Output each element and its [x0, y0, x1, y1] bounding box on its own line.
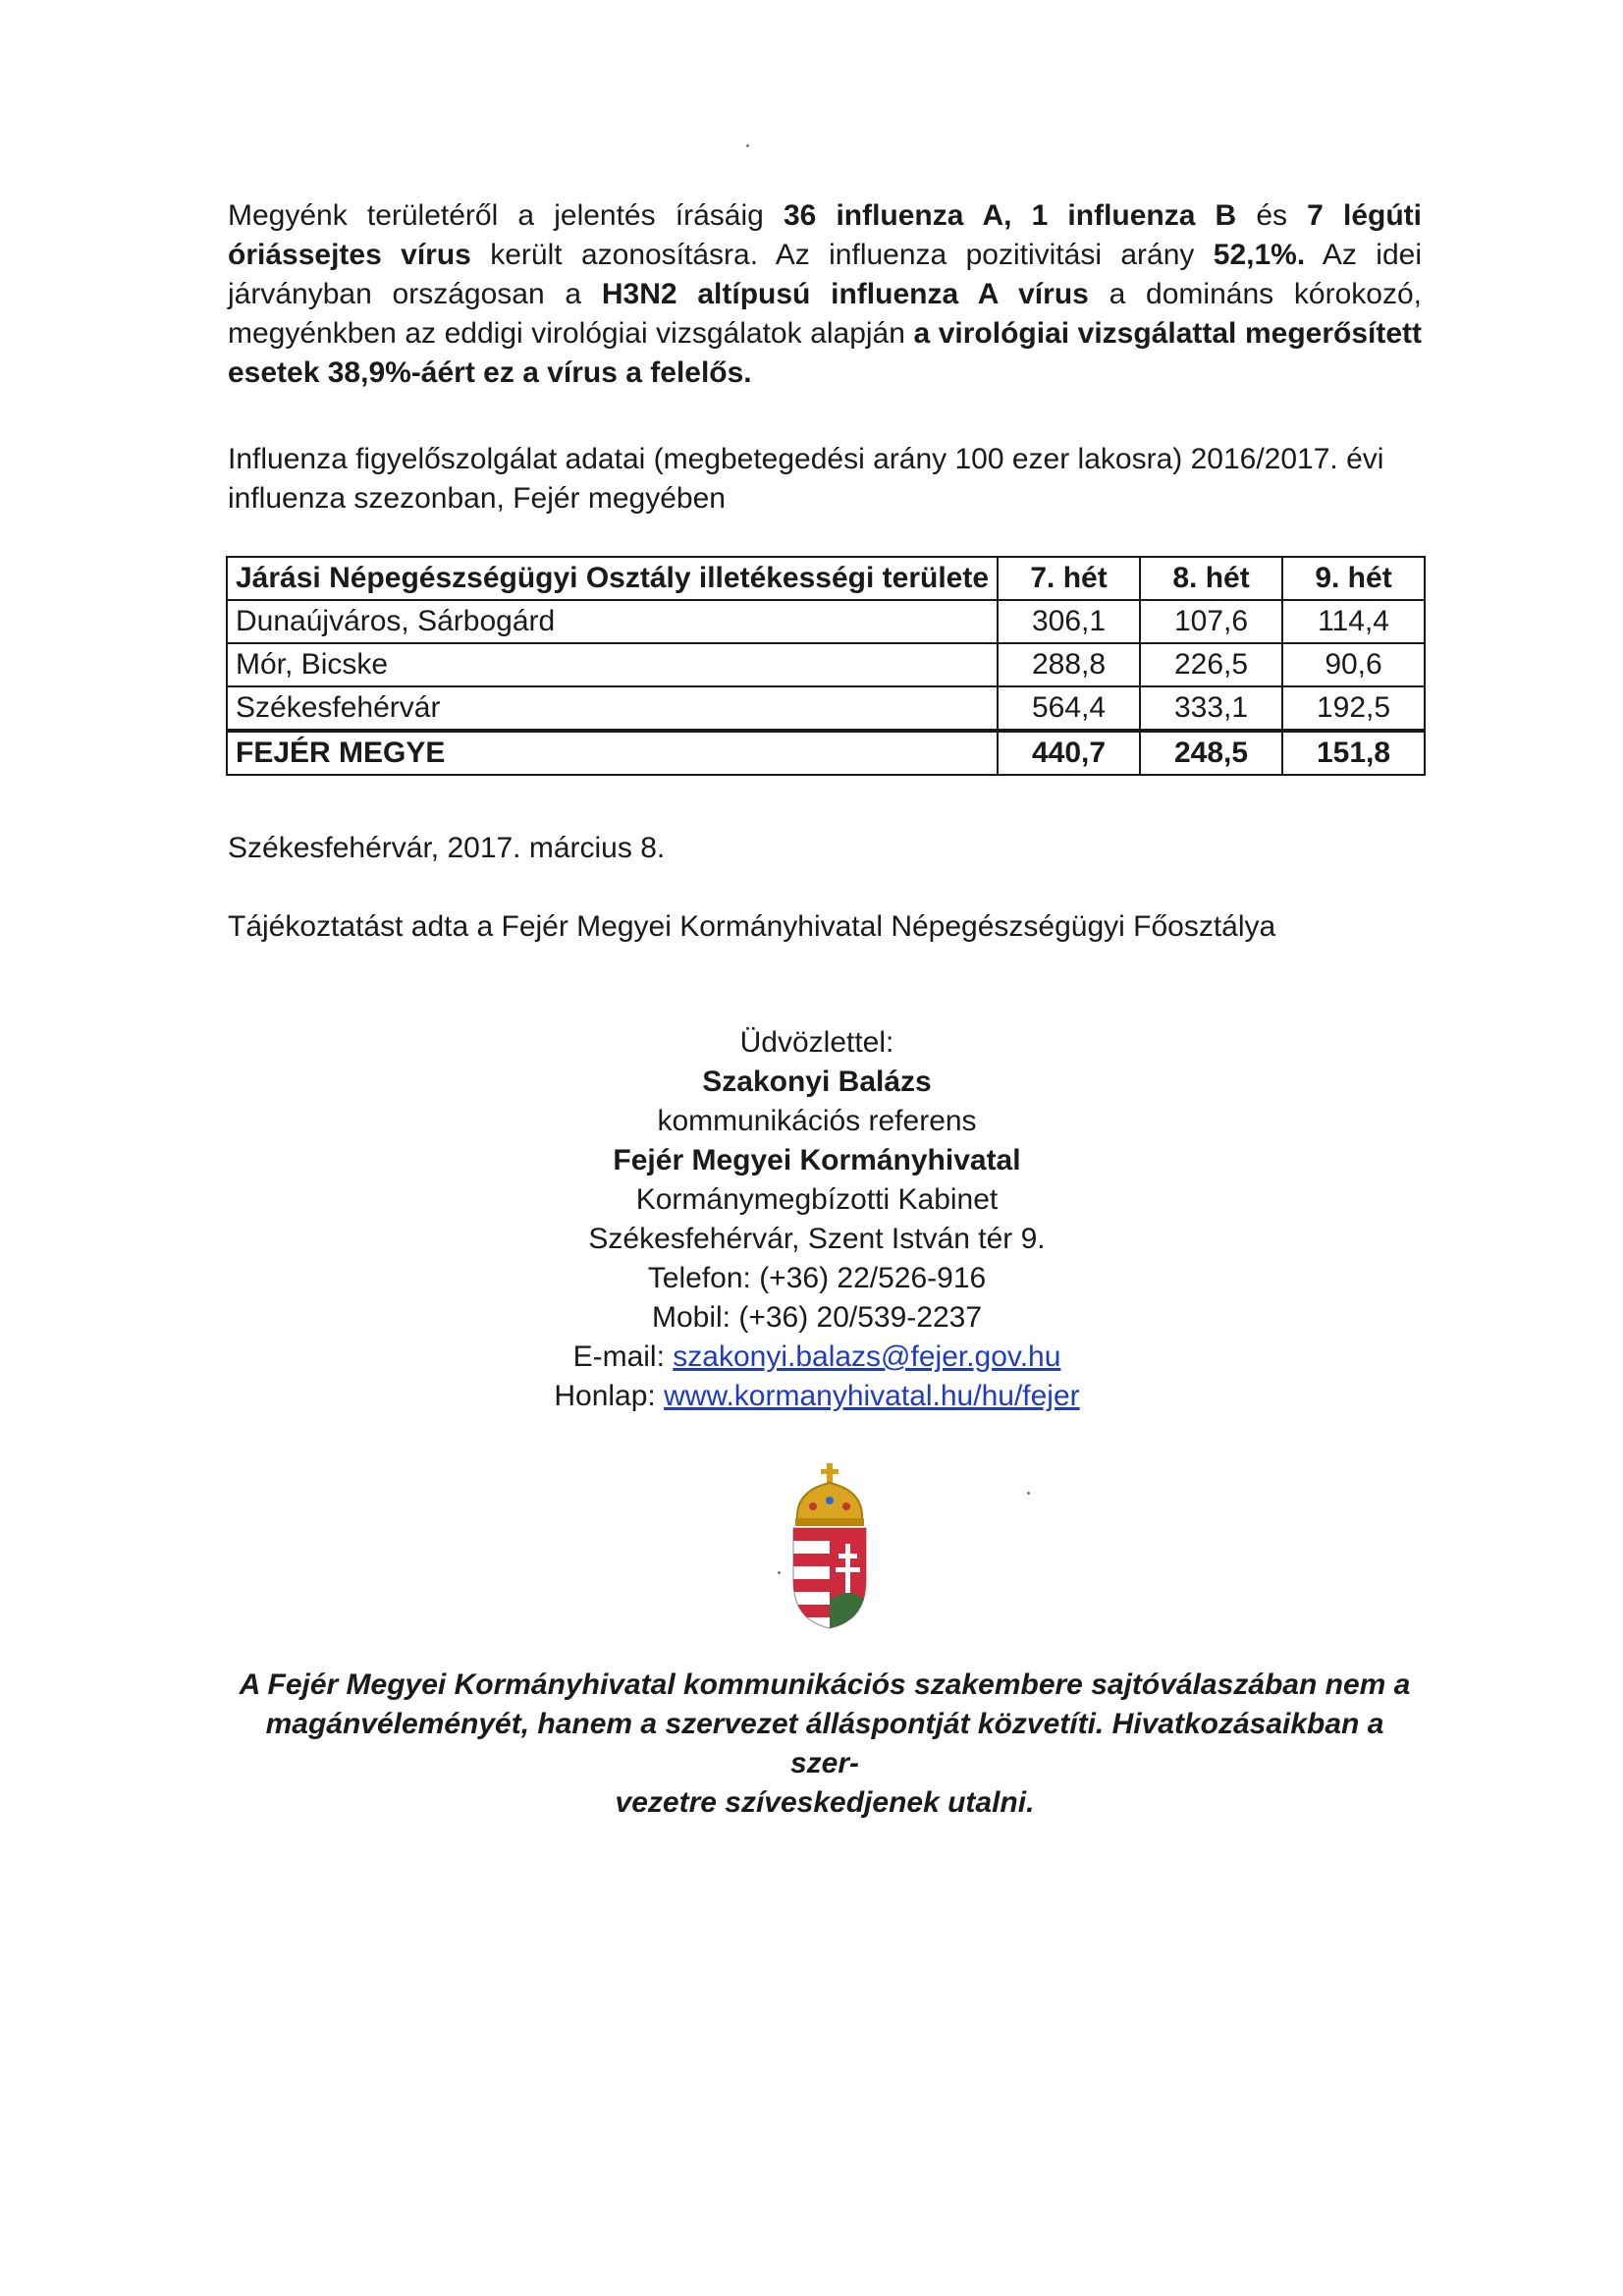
table-cell: Mór, Bicske — [227, 643, 998, 686]
bold-run: 52,1%. — [1213, 239, 1306, 271]
scan-speck — [1027, 1492, 1030, 1495]
intro-paragraph — [228, 196, 1422, 393]
table-cell: 107,6 — [1140, 600, 1282, 643]
info-line: Tájékoztatást adta a Fejér Megyei Kormányhivatal Népegészségügyi Főosztálya — [228, 910, 1276, 943]
table-cell: 151,8 — [1282, 731, 1425, 775]
crown-band — [795, 1518, 864, 1526]
disclaimer — [228, 1666, 1422, 1823]
table-total-row — [227, 731, 1425, 775]
greeting: Üdvözlettel: — [739, 1026, 894, 1059]
text-run: a domináns kórokozó, megyénkben az eddigi virológiai vizsgálatok alapján — [228, 278, 1422, 350]
table-row — [227, 686, 1425, 731]
table-cell: 192,5 — [1282, 686, 1425, 731]
table-row — [227, 643, 1425, 686]
disclaimer-line: vezetre szíveskedjenek utalni. — [615, 1786, 1035, 1819]
caption-line: Influenza figyelőszolgálat adatai (megbetegedési arány 100 ezer lakosra) 2016/2017. évi — [228, 443, 1384, 475]
address: Székesfehérvár, Szent István tér 9. — [588, 1223, 1046, 1255]
table-cell: 306,1 — [998, 600, 1140, 643]
crown-gem — [809, 1503, 817, 1510]
scan-speck — [746, 144, 749, 147]
table-cell: 564,4 — [998, 686, 1140, 731]
bold-run: 36 influenza A, 1 influenza B — [783, 199, 1237, 232]
table-cell: 440,7 — [998, 731, 1140, 775]
web-line — [424, 1377, 1210, 1416]
table-cell: Dunaújváros, Sárbogárd — [227, 600, 998, 643]
hungarian-coat-of-arms-icon — [785, 1463, 874, 1630]
crown-gem — [826, 1497, 834, 1504]
organization: Fejér Megyei Kormányhivatal — [613, 1144, 1021, 1176]
web-label: Honlap: — [554, 1380, 665, 1412]
table-header-row — [227, 557, 1425, 600]
column-header: 7. hét — [998, 557, 1140, 600]
web-link[interactable]: www.kormanyhivatal.hu/hu/fejer — [664, 1380, 1080, 1412]
text-run: Megyénk területéről a jelentés írásáig — [228, 199, 784, 232]
bold-run: H3N2 altípusú influenza A vírus — [601, 278, 1089, 310]
crown-cross-bar — [821, 1469, 839, 1474]
text-run: Az idei járványban országosan a — [228, 239, 1422, 310]
bold-run: 7 légúti óriássejtes vírus — [228, 199, 1422, 271]
signer-role: kommunikációs referens — [657, 1105, 977, 1137]
disclaimer-line: magánvéleményét, hanem a szervezet álláspontját közvetíti. Hivatkozásaikban a szer- — [265, 1708, 1384, 1779]
email-line — [424, 1338, 1210, 1377]
table-cell: Székesfehérvár — [227, 686, 998, 731]
table-cell: 248,5 — [1140, 731, 1282, 775]
phone: Telefon: (+36) 22/526-916 — [647, 1262, 987, 1294]
column-header: 8. hét — [1140, 557, 1282, 600]
department: Kormánymegbízotti Kabinet — [635, 1183, 999, 1216]
table-cell: FEJÉR MEGYE — [227, 731, 998, 775]
email-label: E-mail: — [572, 1340, 674, 1373]
table-cell: 226,5 — [1140, 643, 1282, 686]
disclaimer-line: A Fejér Megyei Kormányhivatal kommunikációs szakembere sajtóválaszában nem a — [239, 1668, 1411, 1701]
table-caption — [228, 440, 1422, 519]
influenza-table — [226, 556, 1426, 776]
email-link[interactable]: szakonyi.balazs@fejer.gov.hu — [673, 1340, 1061, 1373]
scan-speck — [778, 1571, 781, 1574]
table-row — [227, 600, 1425, 643]
text-run: és — [1236, 199, 1308, 232]
bold-run: a virológiai vizsgálattal megerősített esetek 38,9%-áért ez a vírus a felelős. — [228, 317, 1423, 389]
signer-name: Szakonyi Balázs — [702, 1066, 932, 1098]
column-header: 9. hét — [1282, 557, 1425, 600]
caption-line: influenza szezonban, Fejér megyében — [228, 482, 726, 515]
table-cell: 333,1 — [1140, 686, 1282, 731]
crown-gem — [842, 1503, 850, 1510]
place-date: Székesfehérvár, 2017. március 8. — [228, 832, 666, 864]
mobile: Mobil: (+36) 20/539-2237 — [651, 1301, 983, 1334]
table-cell: 288,8 — [998, 643, 1140, 686]
column-header: Járási Népegészségügyi Osztály illetékességi területe — [227, 557, 998, 600]
table-cell: 90,6 — [1282, 643, 1425, 686]
text-run: került azonosításra. Az influenza pozitivitási arány — [470, 239, 1214, 271]
table-cell: 114,4 — [1282, 600, 1425, 643]
